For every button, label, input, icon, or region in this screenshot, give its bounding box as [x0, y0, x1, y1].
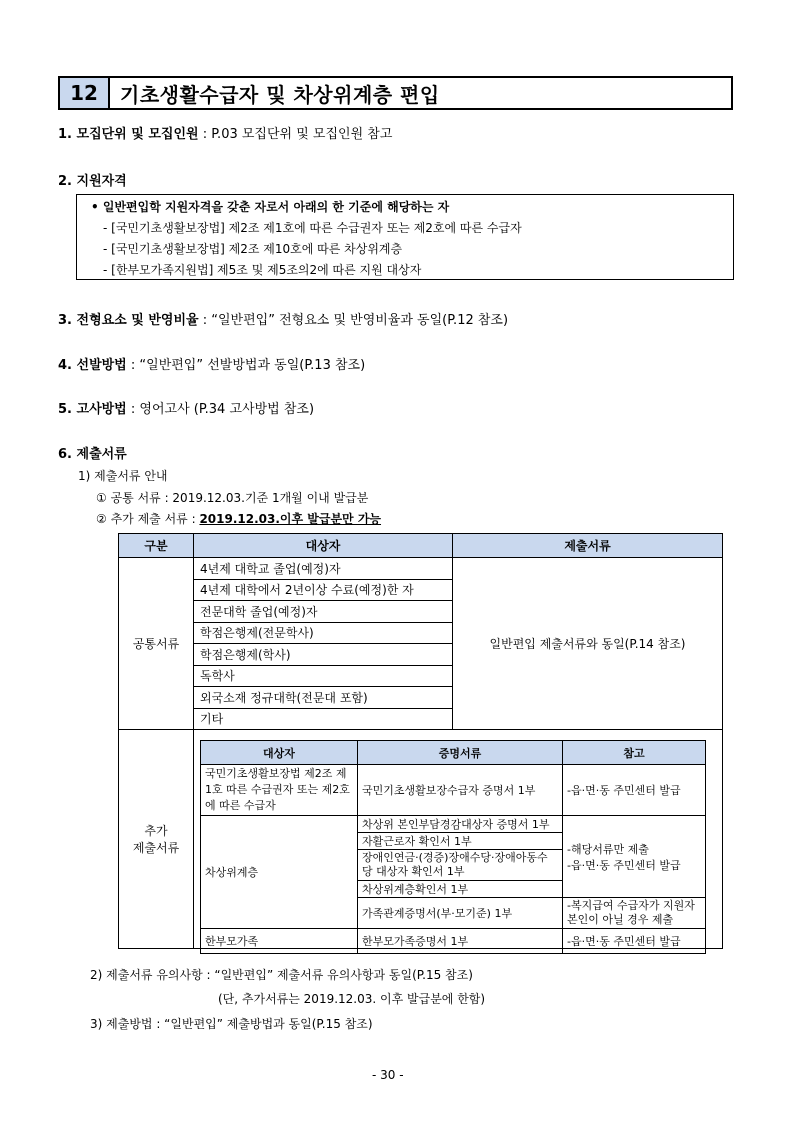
sec3-text: : “일반편입” 전형요소 및 반영비율과 동일(P.12 참조)	[202, 313, 509, 328]
common-target: 외국소재 정규대학(전문대 포함)	[194, 687, 453, 709]
r1-ref: -읍·면·동 주민센터 발급	[563, 765, 706, 816]
r3-doc: 한부모가족증명서 1부	[358, 929, 563, 954]
sub1: 1) 제출서류 안내	[78, 469, 168, 483]
sec2	[58, 170, 127, 189]
common-target: 4년제 대학에서 2년이상 수료(예정)한 자	[194, 579, 453, 601]
sec4-label: 4. 선발방법	[58, 358, 127, 373]
common-target: 독학사	[194, 665, 453, 687]
common-target: 기타	[194, 708, 453, 730]
eligibility-line: • 일반편입학 지원자격을 갖춘 자로서 아래의 한 기준에 해당하는 자	[91, 200, 450, 214]
note2: 2) 제출서류 유의사항 : “일반편입” 제출서류 유의사항과 동일(P.15 참조)	[90, 968, 473, 982]
r2-doc: 차상위계층확인서 1부	[358, 881, 563, 898]
common-label: 공통서류	[119, 558, 194, 730]
sec3	[58, 309, 508, 328]
common-target: 학점은행제(전문학사)	[194, 622, 453, 644]
section-title-box	[58, 76, 733, 110]
sec6	[58, 443, 127, 462]
extra-documents-table	[200, 740, 706, 954]
item2-prefix: ② 추가 제출 서류 :	[96, 512, 200, 526]
sec4	[58, 354, 365, 373]
extra-label-line: 추가	[144, 824, 168, 838]
col-header: 구분	[119, 534, 194, 558]
sec6-label: 6. 제출서류	[58, 447, 127, 462]
sec1-label: 1. 모집단위 및 모집인원	[58, 127, 199, 142]
common-target: 전문대학 졸업(예정)자	[194, 601, 453, 623]
eligibility-line: - [국민기초생활보장법] 제2조 제1호에 따른 수급권자 또는 제2호에 따른 수급자	[103, 221, 522, 235]
sec5-label: 5. 고사방법	[58, 402, 127, 417]
sub-col-header: 증명서류	[358, 741, 563, 765]
sub-col-header: 대상자	[201, 741, 358, 765]
common-target: 학점은행제(학사)	[194, 644, 453, 666]
r3-ref: -읍·면·동 주민센터 발급	[563, 929, 706, 954]
common-target: 4년제 대학교 졸업(예정)자	[194, 558, 453, 580]
r3-target: 한부모가족	[201, 929, 358, 954]
eligibility-line: - [한부모가족지원법] 제5조 및 제5조의2에 따른 지원 대상자	[103, 263, 422, 277]
eligibility-line: - [국민기초생활보장법] 제2조 제10호에 따른 차상위계층	[103, 242, 403, 256]
r2-target: 차상위계층	[201, 816, 358, 929]
r1-doc: 국민기초생활보장수급자 증명서 1부	[358, 765, 563, 816]
r1-target: 국민기초생활보장법 제2조 제1호 따른 수급권자 또는 제2호에 따른 수급자	[201, 765, 358, 816]
sec3-label: 3. 전형요소 및 반영비율	[58, 313, 199, 328]
r2-doc: 장애인연금·(경증)장애수당·장애아동수당 대상자 확인서 1부	[358, 850, 563, 881]
eligibility-box	[76, 194, 734, 280]
sub-col-header: 참고	[563, 741, 706, 765]
page-number: - 30 -	[372, 1068, 404, 1082]
extra-label	[119, 730, 194, 949]
item2-emphasis: 2019.12.03.이후 발급분만 가능	[199, 512, 382, 526]
r2-doc: 차상위 본인부담경감대상자 증명서 1부	[358, 816, 563, 833]
item1: ① 공통 서류 : 2019.12.03.기준 1개월 이내 발급분	[96, 491, 369, 505]
section-title: 기초생활수급자 및 차상위계층 편입	[120, 82, 440, 107]
common-docs: 일반편입 제출서류와 동일(P.14 참조)	[453, 558, 723, 730]
extra-label-line: 제출서류	[132, 841, 180, 855]
r2-doc: 가족관계증명서(부·모기준) 1부	[358, 898, 563, 929]
sec1	[58, 123, 392, 142]
sec5-text: : 영어고사 (P.34 고사방법 참조)	[130, 402, 315, 417]
sec1-text: : P.03 모집단위 및 모집인원 참고	[202, 127, 393, 142]
col-header: 대상자	[194, 534, 453, 558]
note3: 3) 제출방법 : “일반편입” 제출방법과 동일(P.15 참조)	[90, 1017, 373, 1031]
item2	[96, 510, 381, 527]
sec2-label: 2. 지원자격	[58, 174, 127, 189]
section-number: 12	[60, 78, 110, 108]
r2-ref1	[563, 816, 706, 898]
r2-ref1-line: -읍·면·동 주민센터 발급	[567, 858, 681, 872]
col-header: 제출서류	[453, 534, 723, 558]
note2b: (단, 추가서류는 2019.12.03. 이후 발급분에 한함)	[218, 992, 486, 1006]
r2-doc: 자활근로자 확인서 1부	[358, 833, 563, 850]
sec4-text: : “일반편입” 선발방법과 동일(P.13 참조)	[130, 358, 366, 373]
sec5	[58, 398, 314, 417]
r2-ref2: -복지급여 수급자가 지원자 본인이 아닐 경우 제출	[563, 898, 706, 929]
r2-ref1-line: -해당서류만 제출	[567, 842, 649, 856]
